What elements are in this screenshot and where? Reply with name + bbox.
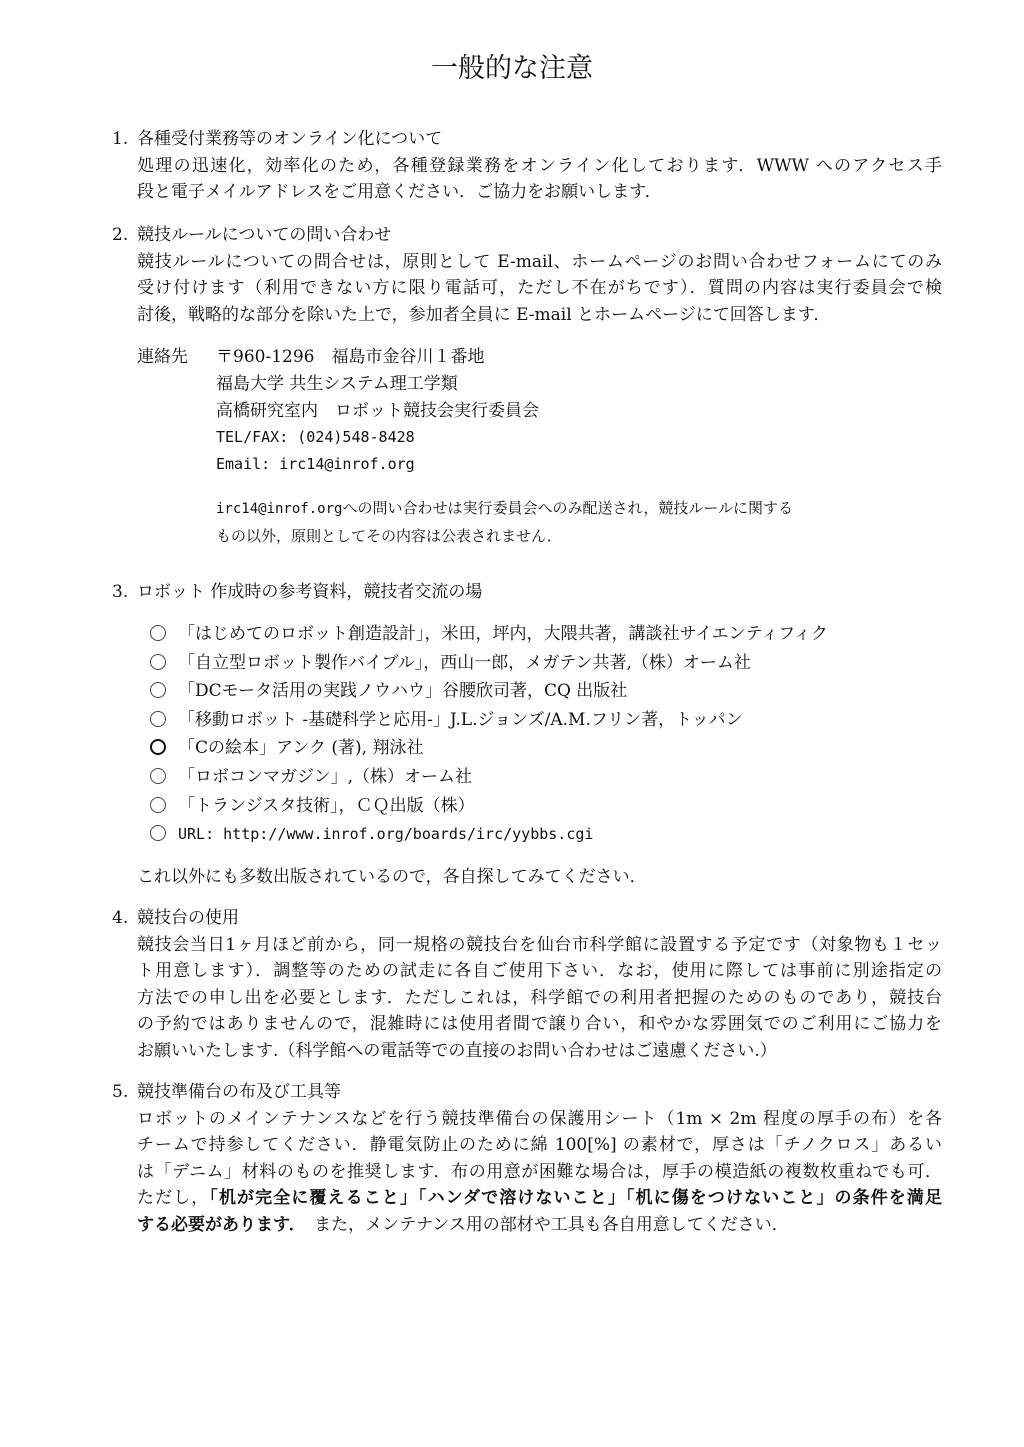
- circle-bullet-icon: [150, 711, 166, 727]
- section-rules-inquiry: [112, 222, 944, 328]
- section-competition-table: [112, 905, 944, 1064]
- paragraph-line: 競技ルールについての問合せは，原則として E-mail、ホームページのお問い合わせフォームにてのみ: [137, 251, 942, 272]
- contact-address: 高橋研究室内 ロボット競技会実行委員会: [216, 400, 539, 421]
- note-email-link[interactable]: irc14@inrof.org: [216, 500, 343, 517]
- item-text: 「移動ロボット -基礎科学と応用-」J.L.ジョンズ/A.M.フリン著，トッパン: [178, 709, 743, 730]
- paragraph-line: 討後，戦略的な部分を除いた上で，参加者全員に E-mail とホームページにて回答します．: [137, 304, 831, 325]
- contact-email[interactable]: Email: irc14@inrof.org: [216, 455, 415, 474]
- contact-label: 連絡先: [137, 347, 188, 367]
- reference-list: [150, 620, 828, 849]
- item-text: 「自立型ロボット製作バイブル」，西山一郎，メガテン共著,（株）オーム社: [178, 652, 751, 673]
- heading-text: 各種受付業務等のオンライン化について: [137, 129, 443, 149]
- note-text: への問い合わせは実行委員会へのみ配送され，競技ルールに関する: [342, 498, 794, 517]
- contact-tel: TEL/FAX: (024)548-8428: [216, 428, 415, 447]
- circle-bullet-icon: [150, 825, 166, 841]
- plain-text: ただし，: [137, 1188, 210, 1208]
- list-item: [150, 734, 828, 763]
- emphasized-text: する必要があります．: [137, 1214, 298, 1235]
- section-online: [112, 126, 944, 206]
- list-item: [150, 677, 828, 706]
- references-closing: これ以外にも多数出版されているので，各自探してみてください．: [137, 867, 647, 887]
- section-heading: [112, 126, 944, 153]
- section-number: 4.: [112, 908, 129, 928]
- paragraph-line: ロボットのメインテナンスなどを行う競技準備台の保護用シート（1m × 2m 程度の厚手の布）を各: [137, 1108, 942, 1129]
- contact-address: 福島大学 共生システム理工学類: [216, 373, 458, 394]
- paragraph-line: ト用意します）．調整等のための試走に各自ご使用下さい．なお，使用に際しては事前に別途指定の: [137, 961, 942, 981]
- section-number: 5.: [112, 1082, 129, 1102]
- paragraph-line: [137, 1212, 942, 1239]
- contact-address: 〒960-1296 福島市金谷川１番地: [216, 347, 485, 367]
- plain-text: また，メンテナンス用の部材や工具も各自用意してください．: [314, 1214, 789, 1235]
- circle-bullet-icon: [150, 654, 166, 670]
- heading-text: 競技台の使用: [137, 908, 239, 928]
- paragraph-line: は「デニム」材料のものを推奨します．布の用意が困難な場合は，厚手の模造紙の複数枚重ねでも可．: [137, 1161, 942, 1182]
- paragraph-line: 方法での申し出を必要とします．ただしこれは，科学館での利用者把握のためのものであり，競技台: [137, 987, 942, 1008]
- section-prep-table: [112, 1079, 944, 1238]
- list-item: [150, 620, 828, 649]
- list-item: [150, 820, 828, 849]
- url-link[interactable]: URL: http://www.inrof.org/boards/irc/yybbs.cgi: [178, 825, 594, 844]
- list-item: [150, 792, 828, 821]
- section-heading: [112, 579, 944, 606]
- item-text: 「Cの絵本」アンク (著), 翔泳社: [178, 738, 424, 759]
- section-number: 3.: [112, 582, 129, 602]
- circle-bullet-icon: [150, 739, 166, 755]
- item-text: 「トランジスタ技術」，ＣＱ出版（株）: [178, 795, 475, 816]
- circle-bullet-icon: [150, 625, 166, 641]
- paragraph-line: 処理の迅速化，効率化のため，各種登録業務をオンライン化しております．WWW へのアクセス手: [137, 155, 942, 176]
- paragraph-line: の予約ではありませんので，混雑時には使用者間で譲り合い，和やかな雰囲気でのご利用にご協力を: [137, 1014, 942, 1034]
- circle-bullet-icon: [150, 768, 166, 784]
- section-number: 2.: [112, 225, 129, 245]
- circle-bullet-icon: [150, 682, 166, 698]
- section-heading: [112, 222, 944, 249]
- paragraph-line: チームで持参してください．静電気防止のために綿 100[%] の素材で，厚さは「チノクロス」あるい: [137, 1135, 942, 1155]
- contact-note: もの以外，原則としてその内容は公表されません．: [216, 526, 562, 545]
- section-heading: [112, 1079, 944, 1106]
- emphasized-conditions: 「机が完全に覆えること」「ハンダで溶けないこと」「机に傷をつけないこと」の条件を満足: [209, 1188, 942, 1208]
- item-text: 「DCモータ活用の実践ノウハウ」谷腰欣司著，CQ 出版社: [178, 681, 628, 702]
- page-title: 一般的な注意: [431, 53, 593, 84]
- list-item: [150, 706, 828, 735]
- section-references: [112, 579, 944, 606]
- paragraph-line: 競技会当日1ヶ月ほど前から，同一規格の競技台を仙台市科学館に設置する予定です（対象物も１セッ: [137, 934, 942, 955]
- heading-text: 競技ルールについての問い合わせ: [137, 225, 392, 245]
- list-item: [150, 763, 828, 792]
- section-heading: [112, 905, 944, 932]
- contact-block: [137, 344, 793, 550]
- circle-bullet-icon: [150, 797, 166, 813]
- paragraph-line: [137, 1185, 942, 1212]
- paragraph-line: お願いいたします.（科学館への電話等での直接のお問い合わせはご遠慮ください.）: [137, 1040, 777, 1061]
- contact-note: [216, 495, 793, 523]
- list-item: [150, 649, 828, 678]
- heading-text: ロボット 作成時の参考資料，競技者交流の場: [137, 582, 483, 602]
- heading-text: 競技準備台の布及び工具等: [137, 1082, 341, 1102]
- item-text: 「はじめてのロボット創造設計」，米田，坪内，大隈共著，講談社サイエンティフィク: [178, 624, 828, 644]
- item-text: 「ロボコンマガジン」,（株）オーム社: [178, 766, 472, 787]
- paragraph-line: 段と電子メイルアドレスをご用意ください．ご協力をお願いします．: [137, 182, 662, 202]
- paragraph-line: 受け付けます（利用できない方に限り電話可，ただし不在がちです）．質問の内容は実行委員会で検: [137, 278, 942, 298]
- section-number: 1.: [112, 129, 129, 149]
